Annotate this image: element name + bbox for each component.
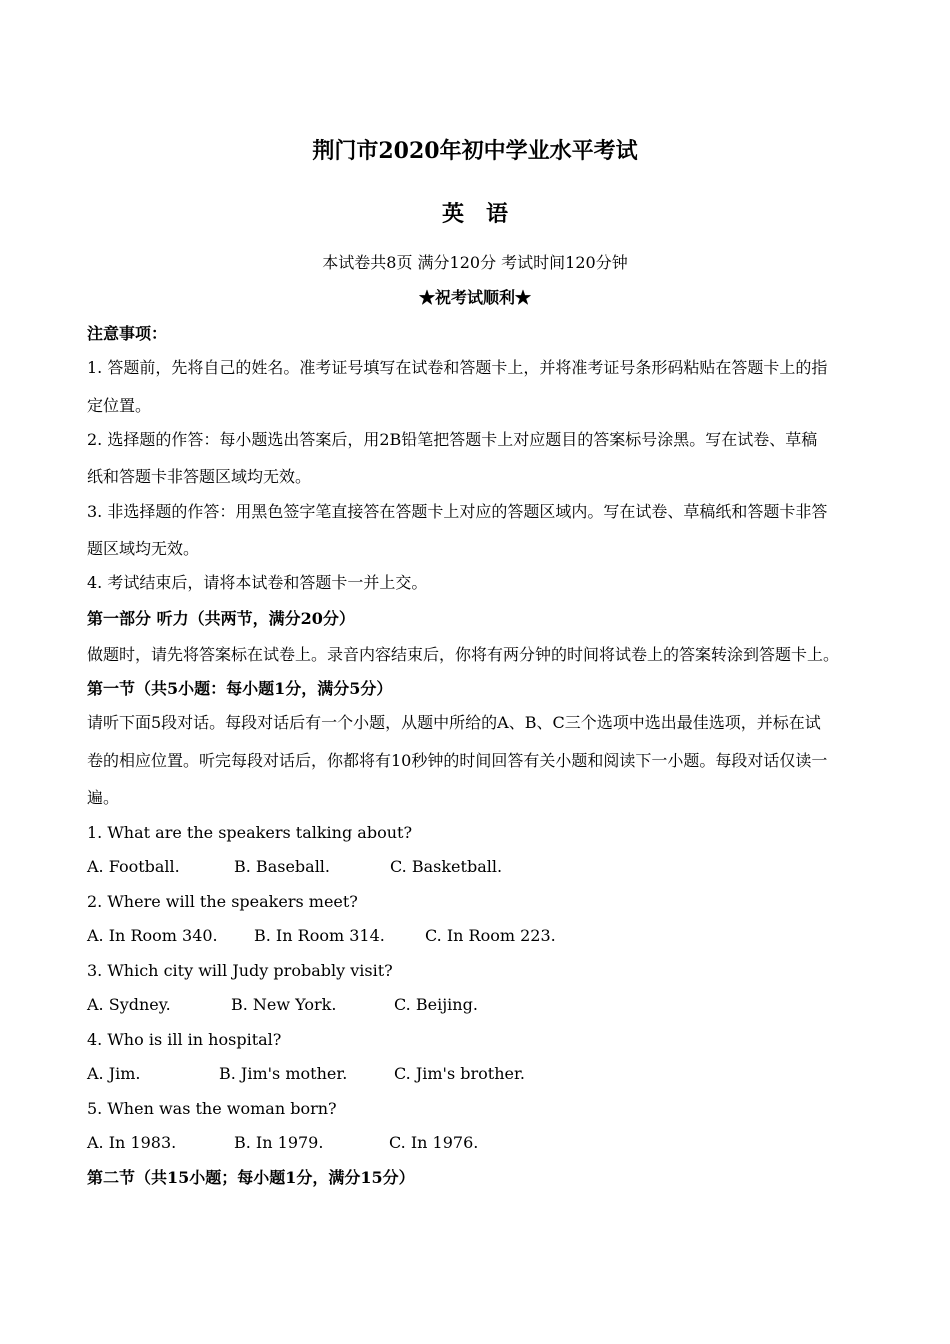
note-1-line-2: 定位置。 bbox=[87, 396, 152, 415]
section-2-heading: 第二节（共15小题；每小题1分，满分15分） bbox=[87, 1168, 415, 1187]
question-2-option-a: A. In Room 340. bbox=[87, 926, 218, 945]
question-3-option-a: A. Sydney. bbox=[87, 995, 171, 1014]
exam-title: 荆门市2020年初中学业水平考试 bbox=[312, 138, 638, 164]
question-1: 1. What are the speakers talking about? bbox=[87, 823, 413, 842]
section-1-heading: 第一节（共5小题：每小题1分，满分5分） bbox=[87, 679, 393, 698]
subject-title: 英语 bbox=[441, 201, 530, 227]
part-1-instruction: 做题时，请先将答案标在试卷上。录音内容结束后，你将有两分钟的时间将试卷上的答案转涂到答题卡上。 bbox=[87, 645, 840, 664]
question-5: 5. When was the woman born? bbox=[87, 1099, 337, 1118]
question-5-option-a: A. In 1983. bbox=[87, 1133, 177, 1152]
question-2-option-b: B. In Room 314. bbox=[254, 926, 385, 945]
question-4-option-b: B. Jim's mother. bbox=[219, 1064, 348, 1083]
question-5-option-c: C. In 1976. bbox=[389, 1133, 479, 1152]
note-2-line-2: 纸和答题卡非答题区域均无效。 bbox=[87, 467, 312, 486]
question-4: 4. Who is ill in hospital? bbox=[87, 1030, 282, 1049]
question-5-option-b: B. In 1979. bbox=[234, 1133, 324, 1152]
good-luck-wish: ★祝考试顺利★ bbox=[418, 288, 531, 307]
question-2-option-c: C. In Room 223. bbox=[425, 926, 556, 945]
question-2: 2. Where will the speakers meet? bbox=[87, 892, 358, 911]
question-4-option-a: A. Jim. bbox=[87, 1064, 141, 1083]
question-1-option-c: C. Basketball. bbox=[390, 857, 503, 876]
question-4-option-c: C. Jim's brother. bbox=[394, 1064, 525, 1083]
question-3: 3. Which city will Judy probably visit? bbox=[87, 961, 393, 980]
note-4: 4. 考试结束后，请将本试卷和答题卡一并上交。 bbox=[87, 573, 428, 592]
section-1-instruction-line-1: 请听下面5段对话。每段对话后有一个小题，从题中所给的A、B、C三个选项中选出最佳选项，并标在试 bbox=[87, 713, 821, 732]
question-3-option-c: C. Beijing. bbox=[394, 995, 478, 1014]
question-1-option-b: B. Baseball. bbox=[234, 857, 331, 876]
part-1-heading: 第一部分 听力（共两节，满分20分） bbox=[87, 609, 355, 628]
section-1-instruction-line-2: 卷的相应位置。听完每段对话后，你都将有10秒钟的时间回答有关小题和阅读下一小题。每段对话仅读一 bbox=[87, 751, 828, 770]
question-3-option-b: B. New York. bbox=[231, 995, 337, 1014]
note-1-line-1: 1. 答题前，先将自己的姓名。准考证号填写在试卷和答题卡上，并将准考证号条形码粘贴在答题卡上的指 bbox=[87, 358, 828, 377]
note-3-line-1: 3. 非选择题的作答：用黑色签字笔直接答在答题卡上对应的答题区域内。写在试卷、草稿纸和答题卡非答 bbox=[87, 502, 828, 521]
note-2-line-1: 2. 选择题的作答：每小题选出答案后，用2B铅笔把答题卡上对应题目的答案标号涂黑。写在试卷、草稿 bbox=[87, 430, 818, 449]
section-1-instruction-line-3: 遍。 bbox=[87, 788, 120, 807]
exam-info: 本试卷共8页 满分120分 考试时间120分钟 bbox=[322, 253, 628, 272]
note-3-line-2: 题区域均无效。 bbox=[87, 539, 200, 558]
question-1-option-a: A. Football. bbox=[87, 857, 180, 876]
notes-heading: 注意事项： bbox=[87, 324, 168, 343]
